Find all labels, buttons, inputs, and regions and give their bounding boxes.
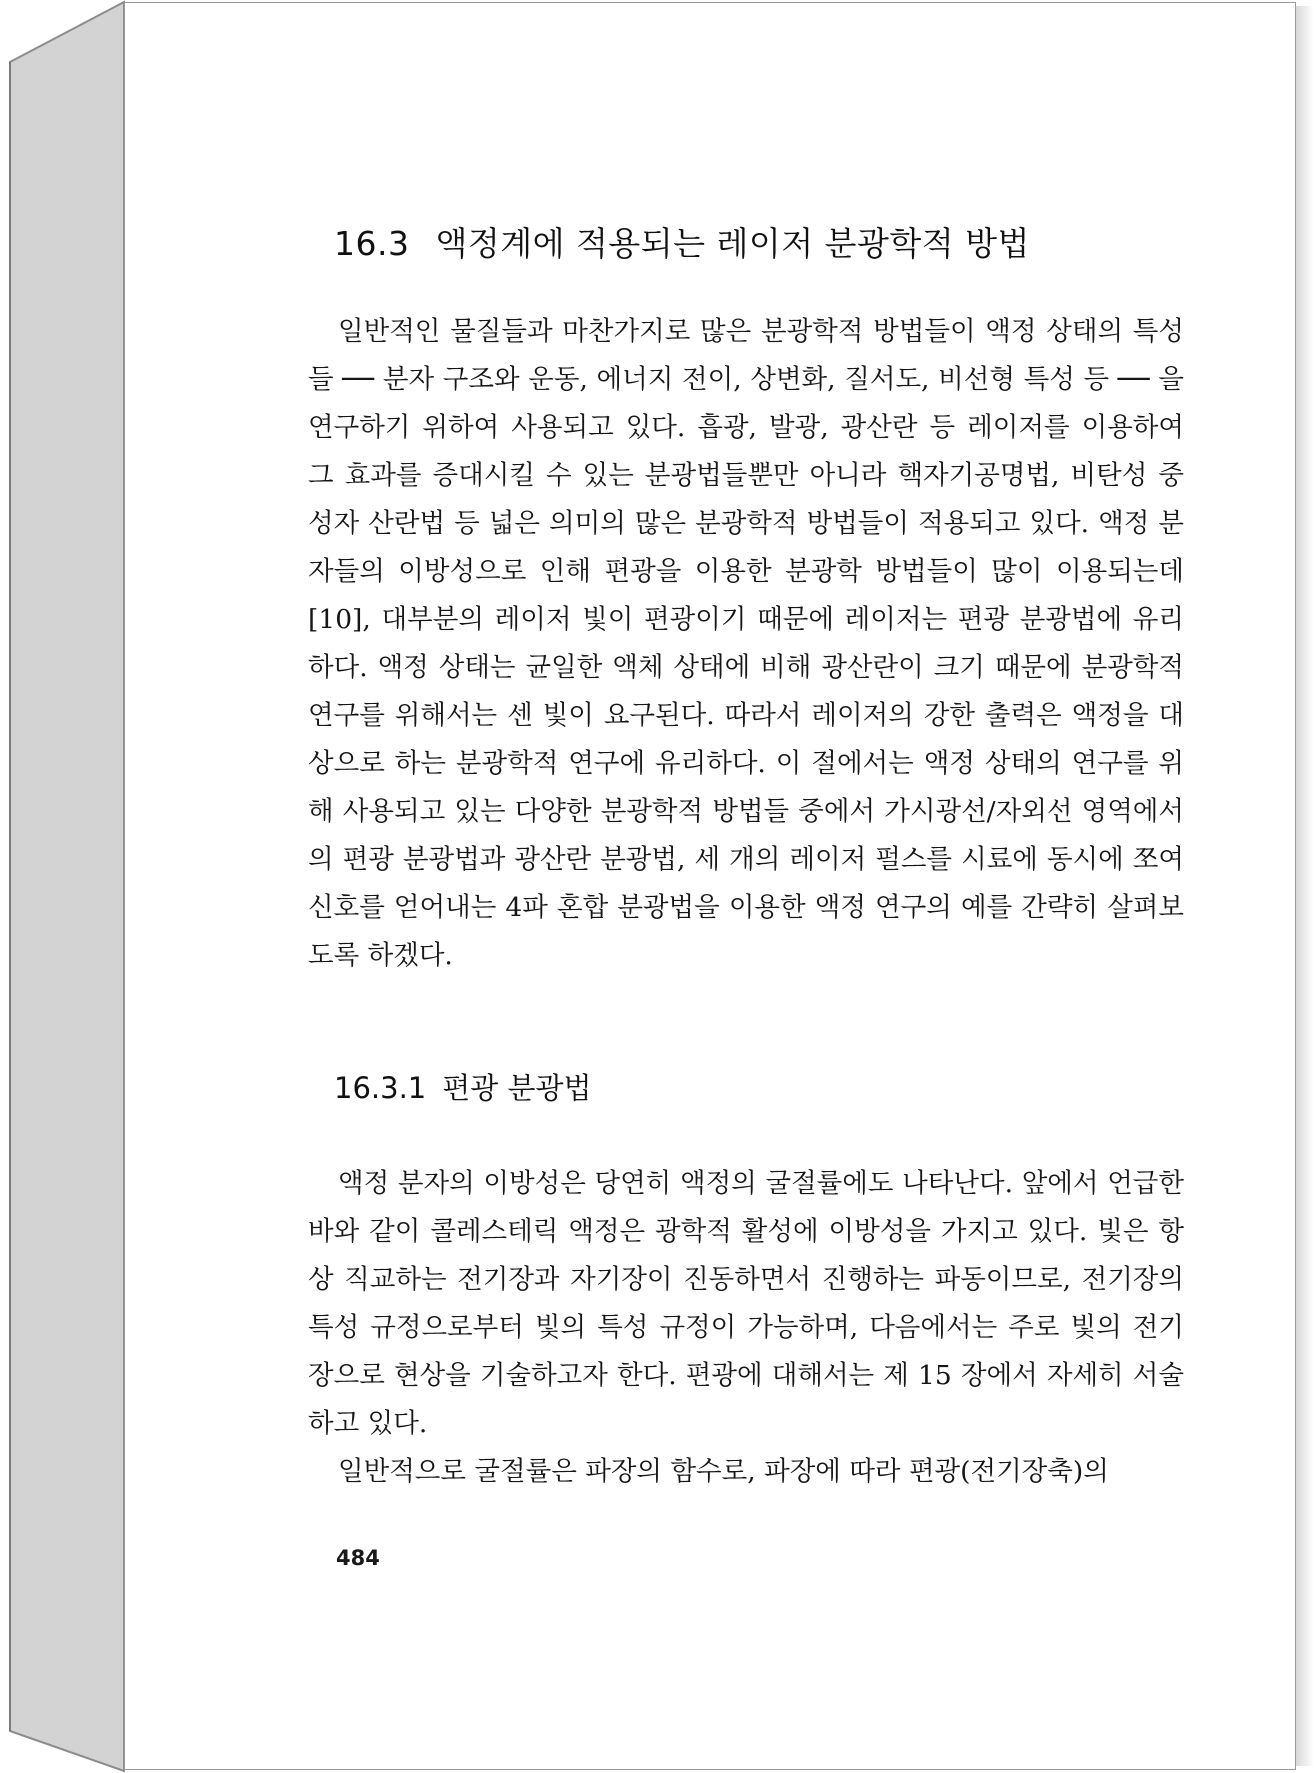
subsection-title-text: 편광 분광법	[442, 1071, 592, 1105]
page-number: 484	[336, 1546, 380, 1570]
subsection-heading	[334, 1066, 592, 1107]
body-paragraph: 액정 분자의 이방성은 당연히 액정의 굴절률에도 나타난다. 앞에서 언급한 바와 같이 콜레스테릭 액정은 광학적 활성에 이방성을 가지고 있다. 빛은 항상 직교하는 전기장과 자기장이 진동하면서 진행하는 파동이므로, 전기장의 특성 규정으로부터 빛의 특성 규정이 가능하며, 다음에서는 주로 빛의 전기장으로 현상을 기술하고자 한다. 편광에 대해서는 제 15 장에서 자세히 서술하고 있다.	[308, 1168, 1184, 1439]
body-paragraph: 일반적인 물질들과 마찬가지로 많은 분광학적 방법들이 액정 상태의 특성들 ── 분자 구조와 운동, 에너지 전이, 상변화, 질서도, 비선형 특성 등 ── 을 연구하기 위하여 사용되고 있다. 흡광, 발광, 광산란 등 레이저를 이용하여 그 효과를 증대시킬 수 있는 분광법들뿐만 아니라 핵자기공명법, 비탄성 중성자 산란법 등 넓은 의미의 많은 분광학적 방법들이 적용되고 있다. 액정 분자들의 이방성으로 인해 편광을 이용한 분광학 방법들이 많이 이용되는데[10], 대부분의 레이저 빛이 편광이기 때문에 레이저는 편광 분광법에 유리하다. 액정 상태는 균일한 액체 상태에 비해 광산란이 크기 때문에 분광학적 연구를 위해서는 센 빛이 요구된다. 따라서 레이저의 강한 출력은 액정을 대상으로 하는 분광학적 연구에 유리하다. 이 절에서는 액정 상태의 연구를 위해 사용되고 있는 다양한 분광학적 방법들 중에서 가시광선/자외선 영역에서의 편광 분광법과 광산란 분광법, 세 개의 레이저 펄스를 시료에 동시에 쪼여 신호를 얻어내는 4파 혼합 분광법을 이용한 액정 연구의 예를 간략히 살펴보도록 하겠다.	[308, 316, 1184, 971]
section-body	[308, 308, 1184, 980]
page-edge-shadow	[1296, 6, 1314, 1766]
subsection-body	[308, 1160, 1184, 1496]
section-number: 16.3	[334, 224, 410, 263]
section-heading	[334, 218, 1030, 265]
section-title-text: 액정계에 적용되는 레이저 분광학적 방법	[435, 224, 1030, 263]
subsection-number: 16.3.1	[334, 1071, 427, 1105]
body-paragraph: 일반적으로 굴절률은 파장의 함수로, 파장에 따라 편광(전기장축)의	[338, 1456, 1109, 1487]
